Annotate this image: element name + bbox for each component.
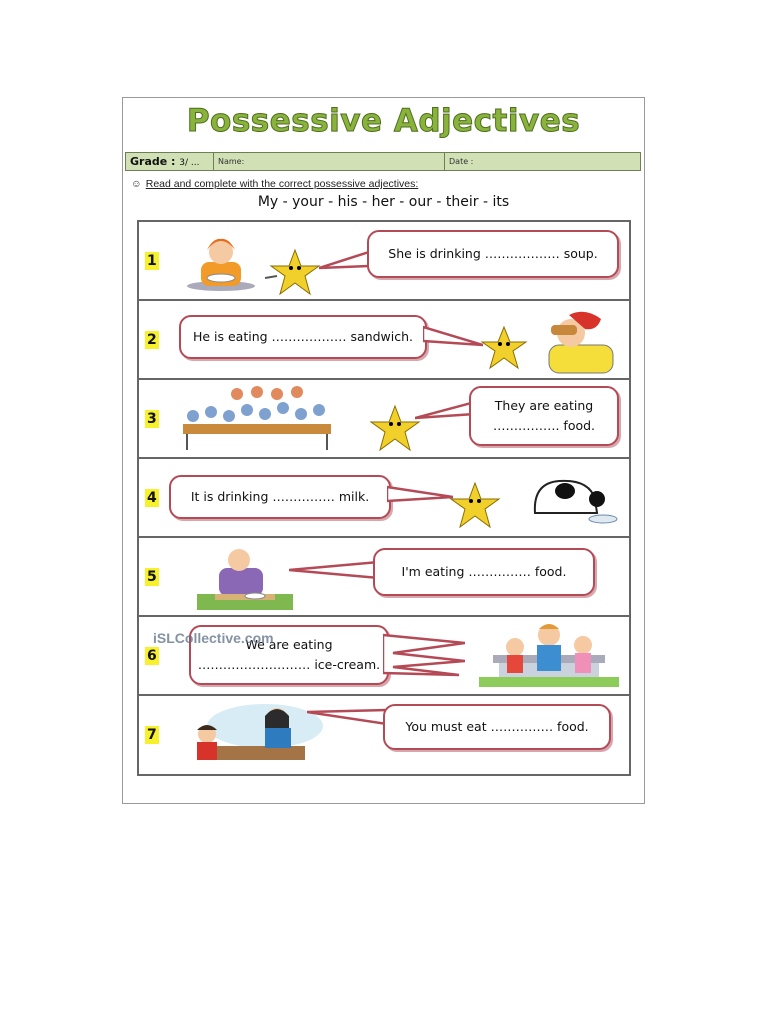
speech-tail	[387, 485, 453, 505]
name-field: Name:	[214, 153, 445, 170]
exercise-row	[139, 617, 629, 696]
exercise-number: 3	[147, 410, 157, 427]
exercise-number: 4	[147, 489, 157, 506]
instruction: ☺ Read and complete with the correct possessive adjectives:	[131, 178, 419, 190]
speech-bubble: I'm eating …………… food.	[373, 548, 595, 596]
exercise-number: 2	[147, 331, 157, 348]
worksheet	[122, 97, 645, 804]
bubble-line: We are eating	[245, 637, 333, 652]
people-at-table-icon	[177, 382, 337, 454]
speech-bubble: It is drinking …………… milk.	[169, 475, 391, 519]
exercise-row	[139, 538, 629, 617]
family-on-bench-icon	[479, 621, 619, 691]
speech-tail	[319, 246, 369, 276]
speech-tail	[415, 398, 475, 422]
speech-tail	[289, 558, 379, 582]
exercise-list	[137, 220, 631, 776]
exercise-number: 5	[147, 568, 157, 585]
worksheet-title: Possessive Adjectives	[186, 103, 581, 139]
speech-tail	[307, 706, 387, 730]
exercise-row	[139, 459, 629, 538]
exercise-row	[139, 380, 629, 459]
bubble-line: They are eating	[494, 398, 594, 413]
exercise-number: 7	[147, 727, 157, 743]
star-character-icon	[479, 325, 529, 371]
woman-eating-food-icon	[195, 544, 295, 612]
speech-bubble: You must eat …………… food.	[383, 704, 611, 750]
star-character-icon	[447, 481, 503, 533]
speech-bubble	[469, 386, 619, 446]
date-field: Date :	[445, 153, 640, 170]
exercise-row	[139, 222, 629, 301]
bubble-line: ……………. food.	[492, 418, 596, 433]
exercise-row	[139, 301, 629, 380]
watermark: iSLCollective.com	[153, 630, 274, 646]
man-eating-sandwich-icon	[539, 307, 619, 375]
smiley-icon: ☺	[131, 178, 142, 190]
star-character-icon	[265, 248, 325, 298]
cat-drinking-milk-icon	[529, 469, 619, 529]
speech-tail	[383, 631, 465, 677]
info-bar	[125, 152, 641, 171]
exercise-row	[139, 696, 629, 774]
word-bank: My - your - his - her - our - their - its	[257, 194, 510, 210]
bubble-line: ……………………… ice-cream.	[197, 657, 381, 672]
grade-field: Grade : 3/ ...	[126, 153, 214, 170]
speech-tail	[423, 323, 483, 353]
speech-bubble: She is drinking ……………… soup.	[367, 230, 619, 278]
speech-bubble: He is eating ……………… sandwich.	[179, 315, 427, 359]
girl-eating-soup-icon	[179, 230, 259, 294]
exercise-number: 1	[147, 252, 157, 269]
exercise-number: 6	[147, 647, 157, 664]
